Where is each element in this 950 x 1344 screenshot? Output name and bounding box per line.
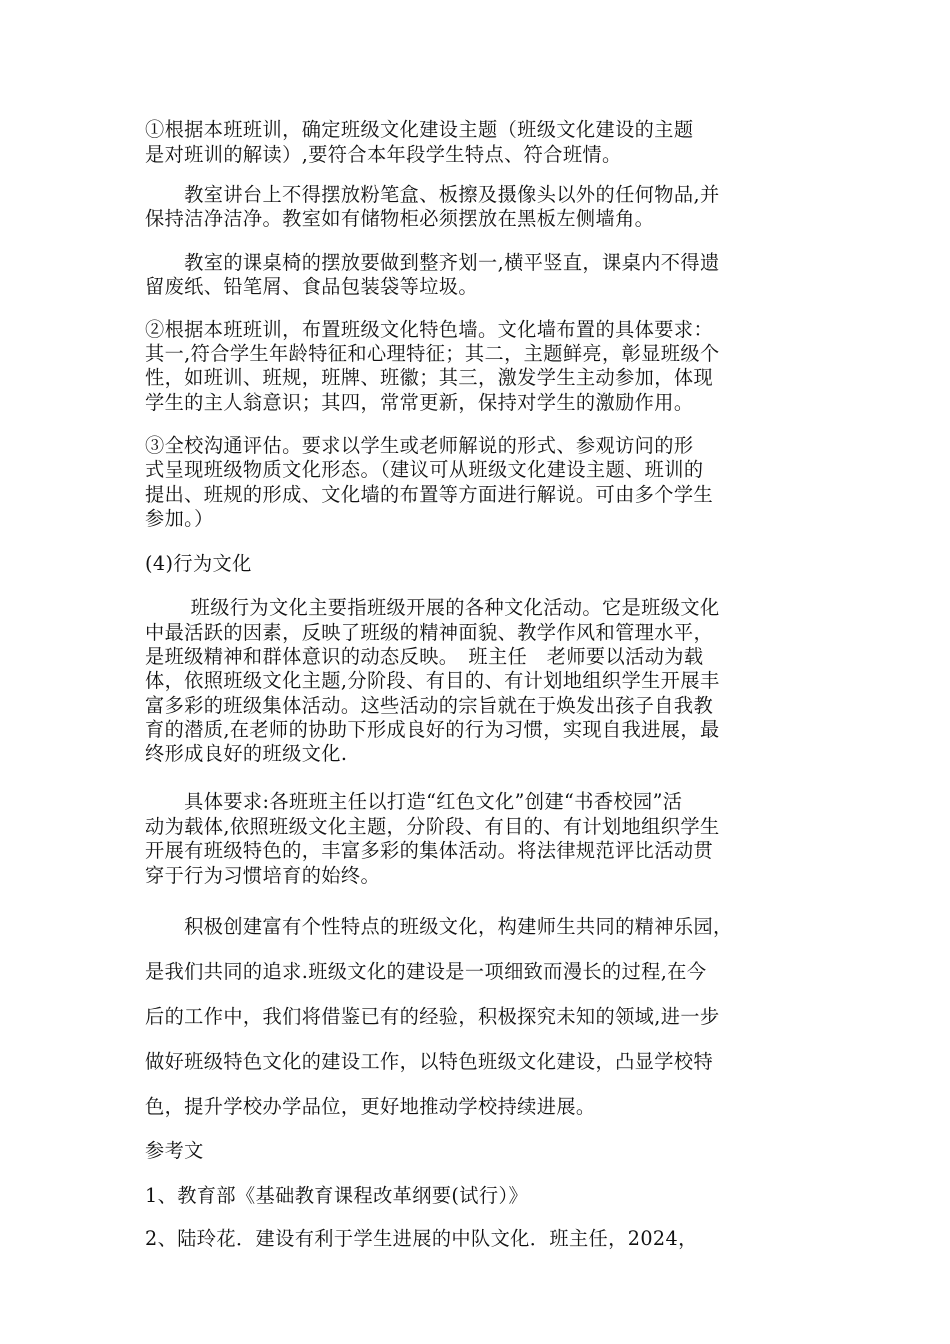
- text-line: 是我们共同的追求.班级文化的建设是一项细致而漫长的过程,在今: [145, 960, 707, 983]
- text-line: 保持洁净洁净。教室如有储物柜必须摆放在黑板左侧墙角。: [145, 207, 655, 230]
- text-line: 提出、班规的形成、文化墙的布置等方面进行解说。可由多个学生: [145, 483, 714, 506]
- text-line: 开展有班级特色的，丰富多彩的集体活动。将法律规范评比活动贯: [145, 839, 714, 862]
- text-line: 具体要求:各班班主任以打造“红色文化”创建“书香校园”活: [145, 790, 683, 813]
- text-line: 做好班级特色文化的建设工作，以特色班级文化建设，凸显学校特: [145, 1050, 714, 1073]
- text-line: 是对班训的解读）,要符合本年段学生特点、符合班情。: [145, 143, 622, 166]
- text-line: 体，依照班级文化主题,分阶段、有目的、有计划地组织学生开展丰: [145, 669, 720, 692]
- text-line: 积极创建富有个性特点的班级文化，构建师生共同的精神乐园，: [145, 915, 733, 938]
- section-heading: (4)行为文化: [145, 552, 252, 575]
- text-line: ②根据本班班训，布置班级文化特色墙。文化墙布置的具体要求：: [145, 318, 714, 341]
- reference-item: 1、教育部《基础教育课程改革纲要(试行）》: [145, 1184, 529, 1207]
- text-line: 富多彩的班级集体活动。这些活动的宗旨就在于焕发出孩子自我教: [145, 694, 714, 717]
- text-line: 终形成良好的班级文化.: [145, 742, 348, 765]
- text-line: 育的潜质,在老师的协助下形成良好的行为习惯，实现自我进展，最: [145, 718, 720, 741]
- text-line: 是班级精神和群体意识的动态反映。 班主任 老师要以活动为载: [145, 645, 704, 668]
- text-line: 参加。）: [145, 507, 214, 530]
- references-heading: 参考文: [145, 1139, 204, 1162]
- text-line: 班级行为文化主要指班级开展的各种文化活动。它是班级文化: [145, 596, 720, 619]
- text-line: ①根据本班班训，确定班级文化建设主题（班级文化建设的主题: [145, 118, 694, 141]
- text-line: 色，提升学校办学品位，更好地推动学校持续进展。: [145, 1095, 596, 1118]
- text-line: 教室讲台上不得摆放粉笔盒、板擦及摄像头以外的任何物品,并: [145, 183, 720, 206]
- text-line: 后的工作中，我们将借鉴已有的经验，积极探究未知的领域,进一步: [145, 1005, 720, 1028]
- text-line: 中最活跃的因素，反映了班级的精神面貌、教学作风和管理水平，: [145, 621, 714, 644]
- text-line: 其一,符合学生年龄特征和心理特征；其二，主题鲜亮，彰显班级个: [145, 342, 720, 365]
- reference-item: 2、陆玲花．建设有利于学生进展的中队文化．班主任，2024，: [145, 1227, 698, 1250]
- text-line: 穿于行为习惯培育的始终。: [145, 864, 381, 887]
- text-line: 性，如班训、班规，班牌、班徽；其三，激发学生主动参加，体现: [145, 366, 714, 389]
- text-line: 教室的课桌椅的摆放要做到整齐划一,横平竖直，课桌内不得遗: [145, 251, 720, 274]
- text-line: 学生的主人翁意识；其四，常常更新，保持对学生的激励作用。: [145, 391, 694, 414]
- text-line: 留废纸、铅笔屑、食品包装袋等垃圾。: [145, 275, 478, 298]
- text-line: 动为载体,依照班级文化主题，分阶段、有目的、有计划地组织学生: [145, 815, 720, 838]
- text-line: ③全校沟通评估。要求以学生或老师解说的形式、参观访问的形: [145, 434, 694, 457]
- text-line: 式呈现班级物质文化形态。（建议可从班级文化建设主题、班训的: [145, 458, 704, 481]
